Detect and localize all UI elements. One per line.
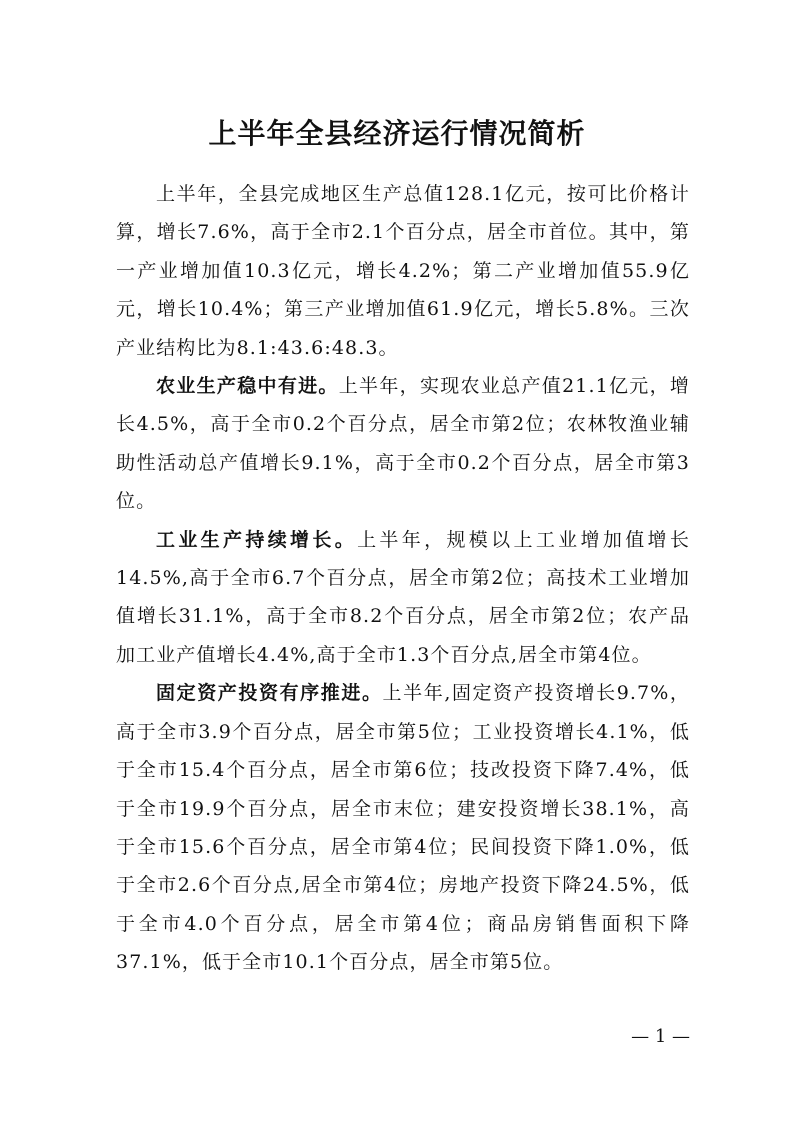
paragraph-industry-heading: 工业生产持续增长。 bbox=[156, 528, 358, 551]
paragraph-agriculture-text: 上半年，实现农业总产值21.1亿元，增长4.5%，高于全市0.2个百分点，居全市第2位；农林牧渔业辅助性活动总产值增长9.1%，高于全市0.2个百分点，居全市第3位。 bbox=[116, 375, 690, 513]
paragraph-industry-text: 上半年，规模以上工业增加值增长14.5%,高于全市6.7个百分点，居全市第2位；高技术工业增加值增长31.1%，高于全市8.2个百分点，居全市第2位；农产品加工业产值增长4.4%,高于全市1.3个百分点,居全市第4位。 bbox=[116, 528, 690, 666]
paragraph-overview bbox=[116, 175, 690, 367]
paragraph-investment bbox=[116, 674, 690, 981]
document-body bbox=[116, 175, 690, 982]
paragraph-industry bbox=[116, 521, 690, 675]
page-number: — 1 — bbox=[631, 1026, 690, 1047]
paragraph-investment-text: 上半年,固定资产投资增长9.7%，高于全市3.9个百分点，居全市第5位；工业投资增长4.1%，低于全市15.4个百分点，居全市第6位；技改投资下降7.4%，低于全市19.9个百分点，居全市末位；建安投资增长38.1%，高于全市15.6个百分点，居全市第4位；民间投资下降1.0%，低于全市2.6个百分点,居全市第4位；房地产投资下降24.5%，低于全市4.0个百分点，居全市第4位；商品房销售面积下降37.1%，低于全市10.1个百分点，居全市第5位。 bbox=[116, 682, 690, 974]
page-title: 上半年全县经济运行情况简析 bbox=[208, 117, 586, 150]
paragraph-overview-text: 上半年，全县完成地区生产总值128.1亿元，按可比价格计算，增长7.6%，高于全市2.1个百分点，居全市首位。其中，第一产业增加值10.3亿元，增长4.2%；第二产业增加值55.9亿元，增长10.4%；第三产业增加值61.9亿元，增长5.8%。三次产业结构比为8.1:43.6:48.3。 bbox=[116, 183, 690, 359]
paragraph-agriculture-heading: 农业生产稳中有进。 bbox=[156, 375, 339, 398]
paragraph-investment-heading: 固定资产投资有序推进。 bbox=[156, 682, 383, 705]
paragraph-agriculture bbox=[116, 367, 690, 521]
